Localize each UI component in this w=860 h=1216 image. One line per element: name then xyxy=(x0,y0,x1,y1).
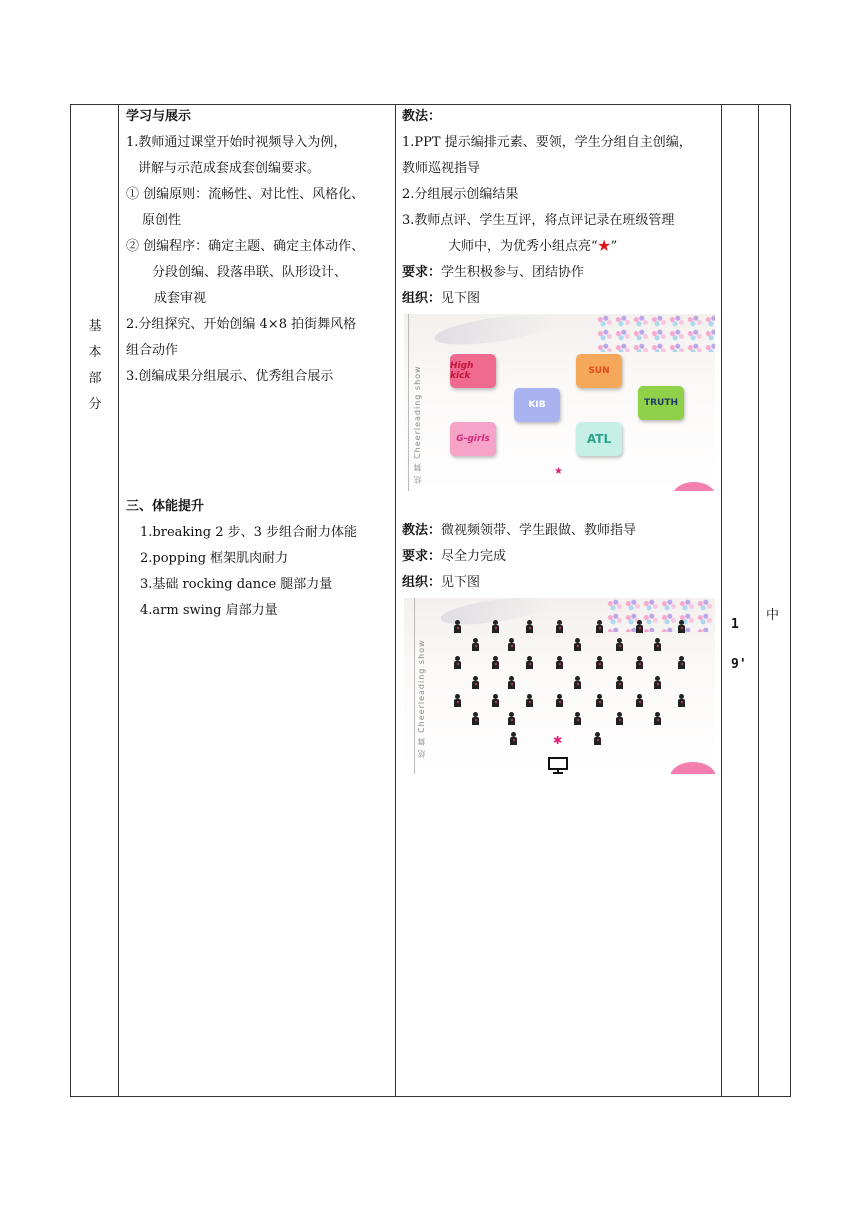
method-item: 2.分组展示创编结果 xyxy=(402,187,519,202)
decor-butterflies xyxy=(595,314,715,352)
fitness-item: 3.基础 rocking dance 腿部力量 xyxy=(140,577,333,592)
dancer-figure xyxy=(574,712,581,725)
organization-text: 见下图 xyxy=(441,291,481,306)
dancer-figure xyxy=(616,676,623,689)
dancer-figure xyxy=(556,620,563,633)
heading-fitness: 三、体能提升 xyxy=(126,499,205,514)
requirement-text: 尽全力完成 xyxy=(441,549,507,564)
method-label: 教法： xyxy=(402,109,442,124)
dancer-figure xyxy=(594,732,601,745)
dancer-figure xyxy=(596,656,603,669)
content-line: ② 创编程序：确定主题、确定主体动作、 xyxy=(126,239,365,254)
time-cell xyxy=(731,612,751,678)
decor-vline xyxy=(408,314,409,491)
fitness-item: 2.popping 框架肌肉耐力 xyxy=(140,551,289,566)
content-line: 2.分组探究、开始创编 4×8 拍街舞风格 xyxy=(126,317,357,332)
dancer-figure xyxy=(574,676,581,689)
decor-butterflies xyxy=(605,598,715,632)
section-char: 分 xyxy=(88,397,102,412)
content-column xyxy=(126,104,391,390)
dancer-figure xyxy=(508,638,515,651)
dancer-figure xyxy=(616,638,623,651)
dancer-figure xyxy=(636,656,643,669)
method-label: 教法： xyxy=(402,523,442,538)
method-item xyxy=(402,234,718,260)
formation-star-icon: ✱ xyxy=(553,734,563,747)
intensity-cell: 中 xyxy=(766,608,780,623)
fitness-item: 1.breaking 2 步、3 步组合耐力体能 xyxy=(140,525,358,540)
dancer-figure xyxy=(526,620,533,633)
decor-vline xyxy=(414,598,415,774)
method-item: 3.教师点评、学生互评，将点评记录在班级管理 xyxy=(402,213,675,228)
method-item: 教师巡视指导 xyxy=(402,161,481,176)
formation-figure-1 xyxy=(404,314,715,491)
dancer-figure xyxy=(472,712,479,725)
dancer-figure xyxy=(508,676,515,689)
content-line: ① 创编原则：流畅性、对比性、风格化、 xyxy=(126,187,365,202)
dancer-figure xyxy=(574,638,581,651)
dancer-figure xyxy=(526,656,533,669)
dancer-figure xyxy=(678,656,685,669)
method-text: 微视频领带、学生跟做、教师指导 xyxy=(441,523,637,538)
team-tile-atl: ATL xyxy=(576,422,622,456)
team-tile-truth: TRUTH xyxy=(638,386,684,420)
dancer-figure xyxy=(616,712,623,725)
column-divider xyxy=(395,104,396,1096)
formation-figure-2 xyxy=(404,598,715,774)
method-block-2 xyxy=(402,518,718,596)
content-line: 成套审视 xyxy=(154,291,207,306)
dancer-figure xyxy=(454,620,461,633)
time-value-b: 9' xyxy=(731,657,747,672)
decor-pink-arc xyxy=(670,762,715,774)
dancer-figure xyxy=(556,694,563,707)
dancer-figure xyxy=(492,620,499,633)
dancer-figure xyxy=(654,638,661,651)
method-item-close: ” xyxy=(610,239,618,254)
team-tile-high-kick: High kick xyxy=(450,354,496,388)
organization-text: 见下图 xyxy=(441,575,481,590)
team-tile-sun: SUN xyxy=(576,354,622,388)
section-label xyxy=(86,314,104,418)
teacher-star-icon: ★ xyxy=(554,466,563,477)
column-divider xyxy=(118,104,119,1096)
fitness-block xyxy=(126,494,391,624)
column-divider xyxy=(721,104,722,1096)
dancer-figure xyxy=(454,694,461,707)
organization-label: 组织： xyxy=(402,291,442,306)
content-line: 3.创编成果分组展示、优秀组合展示 xyxy=(126,369,334,384)
organization-label: 组织： xyxy=(402,575,442,590)
method-item: 1.PPT 提示编排元素、要领，学生分组自主创编， xyxy=(402,135,692,150)
content-line: 1.教师通过课堂开始时视频导入为例， xyxy=(126,135,347,150)
side-caption: 炫 舞 Cheerleading show xyxy=(413,365,422,484)
team-tile-g-girls: G-girls xyxy=(450,422,496,456)
dancer-figure xyxy=(596,694,603,707)
content-line: 组合动作 xyxy=(126,343,179,358)
section-char: 基 xyxy=(88,319,102,334)
dancer-figure xyxy=(596,620,603,633)
content-line: 原创性 xyxy=(142,213,182,228)
star-icon: ★ xyxy=(597,239,611,254)
monitor-icon xyxy=(548,757,568,775)
decor-pink-arc xyxy=(672,482,715,491)
requirement-text: 学生积极参与、团结协作 xyxy=(441,265,585,280)
dancer-figure xyxy=(678,620,685,633)
time-value-a: 1 xyxy=(731,617,739,632)
dancer-figure xyxy=(556,656,563,669)
dancer-figure xyxy=(454,656,461,669)
requirement-label: 要求： xyxy=(402,265,442,280)
dancer-figure xyxy=(636,694,643,707)
dancer-figure xyxy=(678,694,685,707)
decor-branch xyxy=(433,314,555,350)
method-column xyxy=(402,104,718,312)
dancer-figure xyxy=(508,712,515,725)
content-line: 分段创编、段落串联、队形设计、 xyxy=(152,265,348,280)
dancer-figure xyxy=(492,694,499,707)
method-item-text: 大师中，为优秀小组点亮“ xyxy=(448,239,598,254)
dancer-figure xyxy=(510,732,517,745)
side-caption: 炫 舞 Cheerleading show xyxy=(417,639,426,758)
section-char: 本 xyxy=(88,345,102,360)
fitness-item: 4.arm swing 肩部力量 xyxy=(140,603,278,618)
dancer-figure xyxy=(472,638,479,651)
dancer-figure xyxy=(636,620,643,633)
dancer-figure xyxy=(526,694,533,707)
section-char: 部 xyxy=(88,371,102,386)
requirement-label: 要求： xyxy=(402,549,442,564)
dancer-figure xyxy=(492,656,499,669)
dancer-figure xyxy=(472,676,479,689)
heading-study-show: 学习与展示 xyxy=(126,109,192,124)
content-line: 讲解与示范成套成套创编要求。 xyxy=(138,161,321,176)
dancer-figure xyxy=(654,712,661,725)
dancer-figure xyxy=(654,676,661,689)
team-tile-kib: KIB xyxy=(514,388,560,422)
column-divider xyxy=(758,104,759,1096)
